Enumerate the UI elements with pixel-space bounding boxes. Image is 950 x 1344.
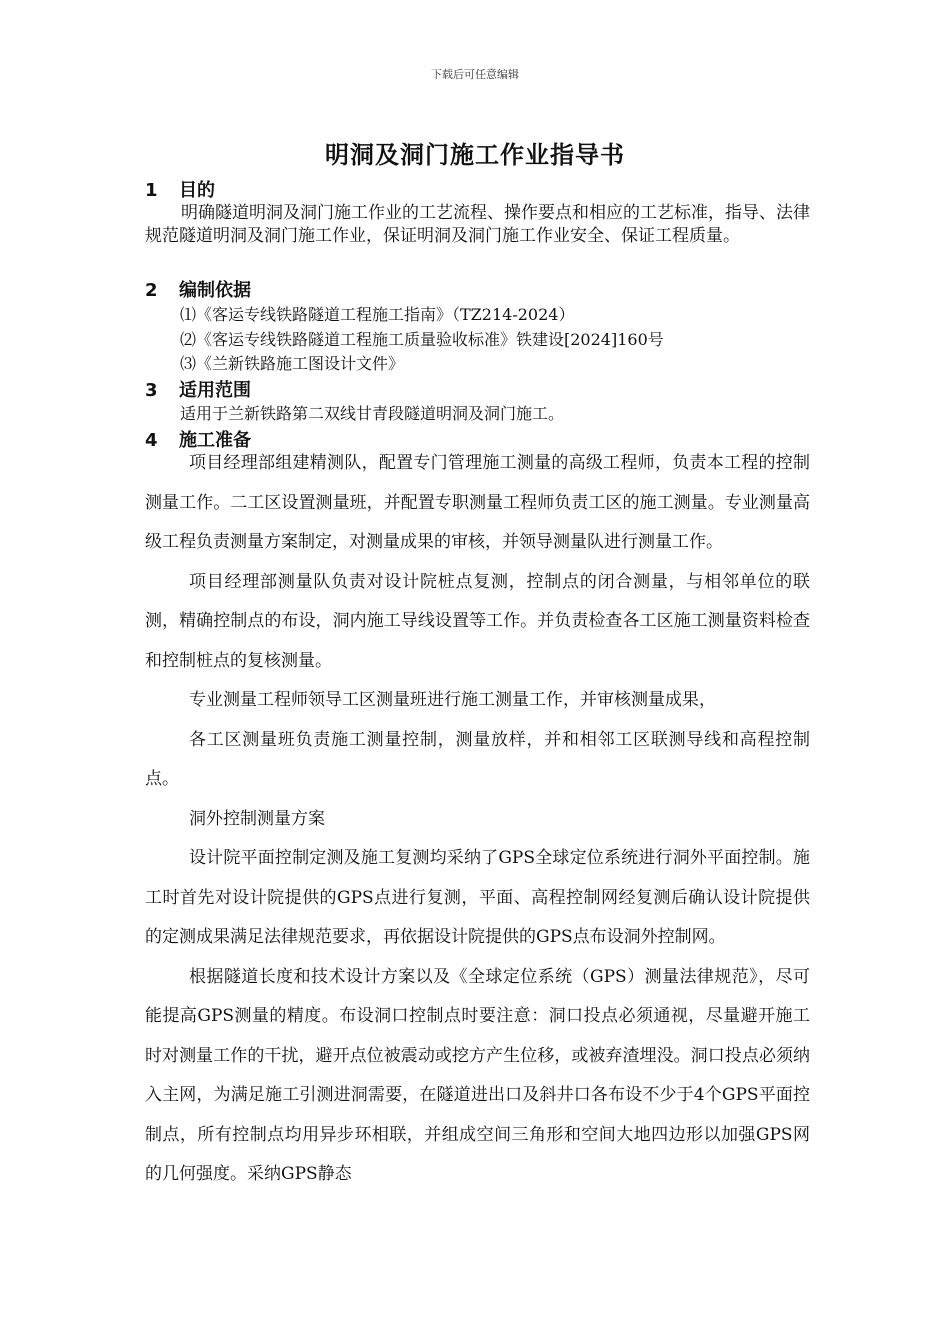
section-title: 目的 [179,180,215,201]
paragraph: 各工区测量班负责施工测量控制，测量放样，并和相邻工区联测导线和高程控制点。 [145,729,810,789]
section-1-text: 明确隧道明洞及洞门施工作业的工艺流程、操作要点和相应的工艺标准，指导、法律规范隧道明洞及洞门施工作业，保证明洞及洞门施工作业安全、保证工程质量。 [145,203,810,246]
paragraph: 设计院平面控制定测及施工复测均采纳了GPS全球定位系统进行洞外平面控制。施工时首先对设计院提供的GPS点进行复测，平面、高程控制网经复测后确认设计院提供的定测成果满足法律规范要求，再依据设计院提供的GPS点布设洞外控制网。 [145,848,810,947]
section-4-body [145,444,810,1195]
paragraph: 专业测量工程师领导工区测量班进行施工测量工作，并审核测量成果， [189,690,716,710]
paragraph: 根据隧道长度和技术设计方案以及《全球定位系统（GPS）测量法律规范》，尽可能提高GPS测量的精度。布设洞口控制点时要注意：洞口投点必须通视，尽量避开施工时对测量工作的干扰，避开点位被震动或挖方产生位移，或被弃渣埋没。洞口投点必须纳入主网，为满足施工引测进洞需要，在隧道进出口及斜井口各布设不少于4个GPS平面控制点，所有控制点均用异步环相联，并组成空间三角形和空间大地四边形以加强GPS网的几何强度。采纳GPS静态 [145,966,810,1184]
reference-item: ⑴《客运专线铁路隧道工程施工指南》（TZ214-2024） [180,305,575,324]
paragraph: 项目经理部组建精测队，配置专门管理施工测量的高级工程师，负责本工程的控制测量工作。二工区设置测量班，并配置专职测量工程师负责工区的施工测量。专业测量高级工程负责测量方案制定，对测量成果的审核，并领导测量队进行测量工作。 [145,453,810,552]
section-number: 3 [145,380,158,401]
section-2-heading [145,276,251,302]
paragraph: 洞外控制测量方案 [189,808,325,829]
section-number: 4 [145,430,158,451]
section-1-heading [145,176,215,202]
section-title: 适用范围 [179,380,251,401]
section-3-text: 适用于兰新铁路第二双线甘青段隧道明洞及洞门施工。 [180,404,565,423]
reference-item: ⑵《客运专线铁路隧道工程施工质量验收标准》铁建设[2024]160号 [180,330,664,349]
header-note: 下载后可任意编辑 [431,68,519,81]
section-3-heading [145,376,251,402]
reference-item: ⑶《兰新铁路施工图设计文件》 [180,354,405,373]
section-title: 施工准备 [179,430,251,451]
section-number: 2 [145,280,158,301]
paragraph: 项目经理部测量队负责对设计院桩点复测，控制点的闭合测量，与相邻单位的联测，精确控制点的布设，洞内施工导线设置等工作。并负责检查各工区施工测量资料检查和控制桩点的复核测量。 [145,571,810,671]
document-title: 明洞及洞门施工作业指导书 [325,140,625,169]
section-title: 编制依据 [179,280,251,301]
section-number: 1 [145,180,158,201]
